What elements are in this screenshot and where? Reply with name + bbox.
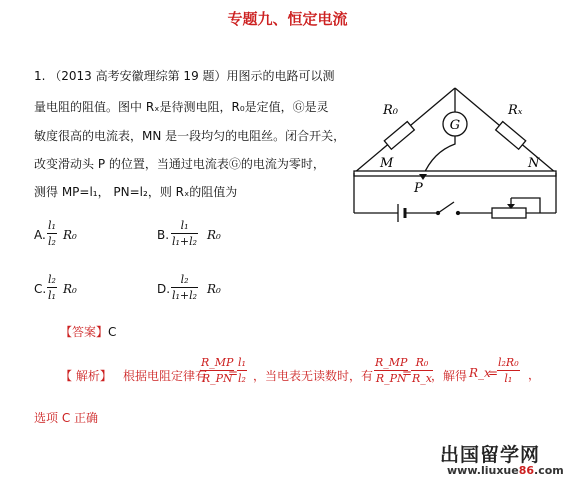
option-d-tail: R₀ <box>207 282 221 296</box>
option-d-fraction <box>171 273 198 302</box>
circuit-diagram <box>348 80 563 230</box>
option-c-fraction <box>47 273 57 302</box>
option-d-numerator: l₂ <box>180 273 189 286</box>
option-c-label: C. <box>34 282 47 296</box>
label-rx: Rₓ <box>508 103 523 118</box>
analysis-fraction-5-den: l₁ <box>504 372 513 385</box>
option-a-label: A. <box>34 228 46 242</box>
resistor-r0 <box>384 122 414 150</box>
label-n: N <box>528 156 540 171</box>
label-r0: R₀ <box>383 103 398 118</box>
option-d-denominator: l₁+l₂ <box>172 289 198 302</box>
analysis-fraction-1-den: R_PN <box>201 372 233 385</box>
resistor-rx <box>496 122 526 150</box>
analysis-lhs: R_x <box>469 366 491 380</box>
option-b-denominator: l₁+l₂ <box>172 235 198 248</box>
option-a-numerator: l₁ <box>48 219 56 232</box>
analysis-fraction-1-num: R_MP <box>201 356 234 369</box>
conclusion: 选项 C 正确 <box>34 411 99 425</box>
analysis-fraction-2-num: l₁ <box>238 356 246 369</box>
watermark-url-suffix: .com <box>534 464 564 477</box>
watermark-url-prefix: www.liuxue <box>447 464 519 477</box>
label-m: M <box>380 156 394 171</box>
analysis-fraction-5-num: l₂R₀ <box>498 356 519 369</box>
option-c-denominator: l₁ <box>48 289 56 302</box>
watermark-url <box>447 464 564 477</box>
question-line-3: 敏度很高的电流表，MN 是一段均匀的电阻丝。闭合开关， <box>34 129 346 143</box>
watermark-url-highlight: 86 <box>518 464 535 477</box>
analysis-eq-3: = <box>488 366 499 380</box>
question-line-4: 改变滑动头 P 的位置，当通过电流表Ⓖ的电流为零时， <box>34 157 325 171</box>
option-c-numerator: l₂ <box>48 273 56 286</box>
analysis-fraction-3-num: R_MP <box>375 356 408 369</box>
option-b-label: B. <box>157 228 170 242</box>
analysis-fraction-4 <box>411 356 433 385</box>
option-a-denominator: l₂ <box>48 235 56 248</box>
analysis-fraction-2-den: l₂ <box>238 372 246 385</box>
analysis-eq-1: = <box>228 366 239 380</box>
question-line-2: 量电阻的阻值。图中 Rₓ是待测电阻，R₀是定值，Ⓖ是灵 <box>34 100 329 114</box>
analysis-fraction-4-num: R₀ <box>415 356 429 369</box>
answer-value: C <box>108 325 117 339</box>
analysis-text-1: 根据电阻定律有 <box>123 369 208 383</box>
analysis-fraction-5 <box>497 356 520 385</box>
option-b-numerator: l₁ <box>180 219 189 232</box>
analysis-fraction-4-den: R_x <box>412 372 432 385</box>
option-b-fraction <box>171 219 198 248</box>
answer-label: 【答案】 <box>60 325 109 339</box>
option-a-fraction <box>47 219 57 248</box>
label-g: G <box>449 118 461 133</box>
option-c-tail: R₀ <box>63 282 77 296</box>
option-a-tail: R₀ <box>63 228 77 242</box>
question-line-5: 测得 MP=l₁， PN=l₂，则 Rₓ的阻值为 <box>34 185 238 199</box>
analysis-text-3: ，解得 <box>431 369 468 383</box>
page-title: 专题九、恒定电流 <box>227 10 348 28</box>
analysis-fraction-2 <box>237 356 247 385</box>
watermark-logo: 出国留学网 <box>440 444 541 466</box>
label-p: P <box>414 181 423 196</box>
question-line-1: 1. （2013 高考安徽理综第 19 题）用图示的电路可以测 <box>34 69 335 83</box>
option-d-label: D. <box>157 282 171 296</box>
analysis-eq-2: = <box>402 366 413 380</box>
option-b-tail: R₀ <box>207 228 221 242</box>
analysis-fraction-3-den: R_PN <box>375 372 407 385</box>
answer <box>60 323 116 340</box>
analysis-label: 【 解析】 <box>60 369 112 383</box>
analysis-text-2: ，当电表无读数时，有 <box>253 369 374 383</box>
analysis-text-4: ， <box>528 368 541 382</box>
